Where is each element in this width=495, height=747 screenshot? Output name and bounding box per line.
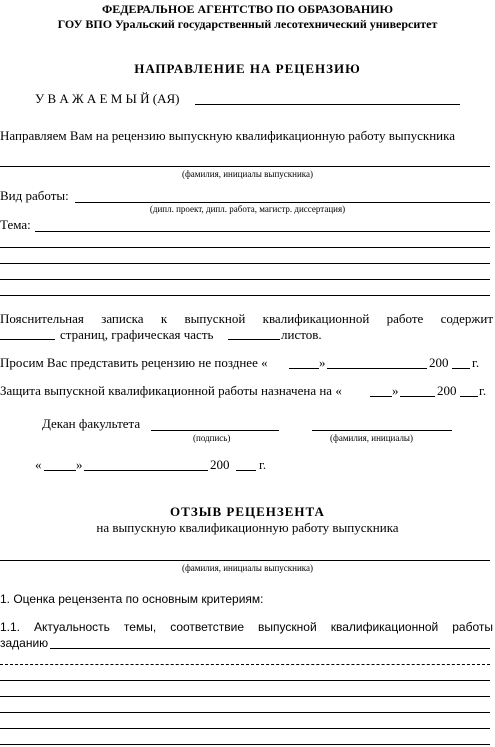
review-graduate-name-caption: (фамилия, инициалы выпускника) [181,563,314,573]
item-1-1-line-2: заданию [0,636,49,650]
dean-name-line[interactable] [312,430,452,431]
graduate-name-caption: (фамилия, инициалы выпускника) [181,169,314,179]
topic-line[interactable] [0,279,490,280]
work-type-line[interactable] [75,202,490,203]
item-1-1-answer-line[interactable] [0,744,490,745]
defense-year-suffix: г. [479,383,487,398]
item-1-1-answer-line[interactable] [0,728,490,729]
item-1-1-answer-line[interactable] [0,712,490,713]
review-graduate-name-line[interactable] [0,560,490,561]
university-title: ГОУ ВПО Уральский государственный лесотехнический университет [57,17,438,31]
review-subtitle: на выпускную квалификационную работу выпускника [96,520,399,535]
note-pages-text: страниц, графическая часть [60,327,214,342]
work-type-caption: (дипл. проект, дипл. работа, магистр. диссертация) [149,204,346,214]
topic-line[interactable] [0,295,490,296]
graduate-name-line[interactable] [0,166,490,167]
request-year-suffix: г. [472,355,480,370]
date-year-line[interactable] [236,470,256,471]
date-quote-close: » [76,457,83,472]
request-month-line[interactable] [327,368,427,369]
review-title: ОТЗЫВ РЕЦЕНЗЕНТА [170,504,325,519]
note-sheets-text: листов. [281,327,322,342]
note-line-1: Пояснительная записка к выпускной квалификационной работе содержит [0,311,493,326]
defense-text: Защита выпускной квалификационной работы назначена на « [0,383,342,398]
sheets-count-line[interactable] [228,339,280,340]
item-1-1-answer-line[interactable] [0,680,490,681]
item-1-1-answer-line[interactable] [50,648,490,649]
date-quote-open: « [35,457,42,472]
pages-count-line[interactable] [0,339,55,340]
dean-label: Декан факультета [42,416,141,431]
signature-caption: (подпись) [193,433,231,443]
request-quote-close: » [319,355,326,370]
defense-day-line[interactable] [370,396,392,397]
date-year-suffix: г. [259,457,267,472]
item-1-1-answer-line[interactable] [0,696,490,697]
date-year: 200 [210,457,230,472]
request-year-line[interactable] [452,368,470,369]
salutation: У В А Ж А Е М Ы Й (АЯ) [35,91,180,106]
intro-text: Направляем Вам на рецензию выпускную квалификационную работу выпускника [0,128,455,143]
defense-month-line[interactable] [400,396,435,397]
request-text: Просим Вас представить рецензию не позднее « [0,355,268,370]
section-1-heading: 1. Оценка рецензента по основным критериям: [0,592,264,606]
request-day-line[interactable] [289,368,319,369]
topic-line[interactable] [35,231,490,232]
topic-line[interactable] [0,247,490,248]
agency-title: ФЕДЕРАЛЬНОЕ АГЕНТСТВО ПО ОБРАЗОВАНИЮ [101,2,394,16]
salutation-line[interactable] [195,104,460,105]
request-year: 200 [429,355,449,370]
defense-year-line[interactable] [460,396,478,397]
work-type-label: Вид работы: [0,188,69,203]
defense-year: 200 [437,383,457,398]
direction-title: НАПРАВЛЕНИЕ НА РЕЦЕНЗИЮ [134,61,361,76]
date-day-line[interactable] [44,470,76,471]
item-1-1-line-1: 1.1. Актуальность темы, соответствие выпускной квалификационной работы [0,620,493,634]
dean-signature-line[interactable] [151,430,279,431]
item-1-1-answer-line[interactable] [0,664,490,665]
dean-name-caption: (фамилия, инициалы) [330,433,413,443]
date-month-line[interactable] [84,470,208,471]
defense-quote-close: » [392,383,399,398]
topic-label: Тема: [0,217,31,232]
topic-line[interactable] [0,263,490,264]
